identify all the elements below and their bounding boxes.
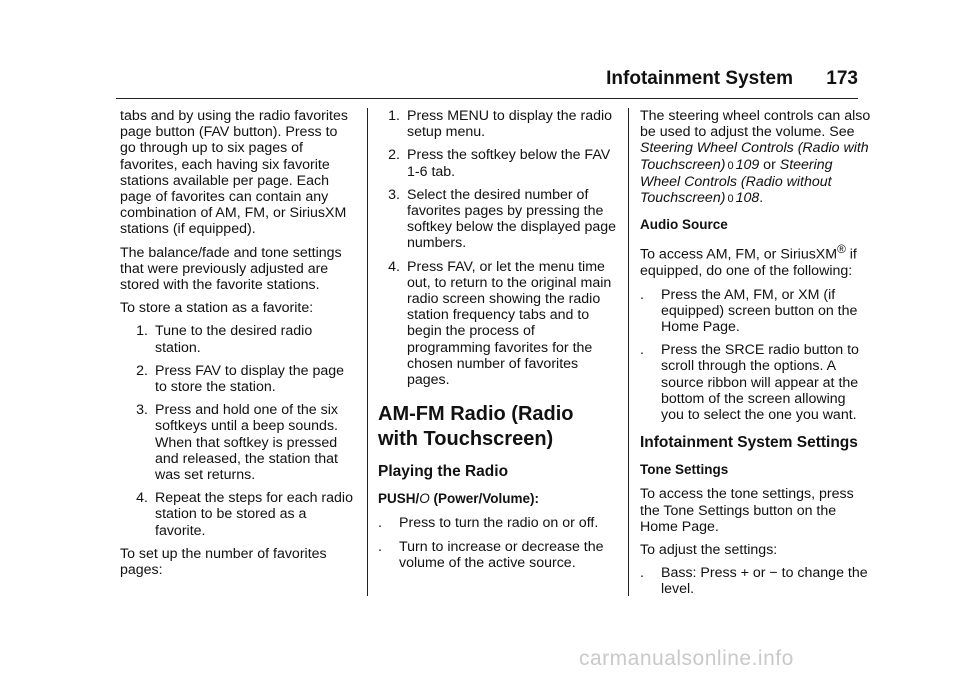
page-header [606, 68, 858, 90]
step-number: 3. [136, 402, 148, 419]
column-2 [378, 108, 616, 578]
watermark: carmanualsonline.info [579, 647, 794, 670]
numbered-step [378, 187, 616, 252]
bullet-text: Bass: Press + or − to change the level. [661, 565, 868, 598]
bullet-marker: . [640, 342, 644, 359]
section-heading: AM-FM Radio (Radio with Touchscreen) [378, 403, 574, 451]
registered-mark: ® [837, 242, 846, 257]
bullet-item [640, 342, 872, 423]
step-number: 1. [388, 108, 400, 124]
step-text: Press FAV to display the page to store the station. [155, 362, 345, 396]
numbered-step [378, 259, 616, 389]
step-number: 3. [388, 186, 400, 203]
cross-reference-link[interactable]: Steering Wheel Controls (Radio with Touchscreen) [640, 140, 869, 173]
column-divider [628, 108, 629, 596]
step-text: Select the desired number of favorites pages by pressing the softkey below the displayed page numbers. [407, 186, 617, 252]
page-ref-icon: 0 [727, 193, 734, 206]
text: . [759, 190, 764, 207]
text: To access AM, FM, or SiriusXM [640, 247, 838, 264]
step-number: 1. [136, 323, 148, 340]
step-text: Repeat the steps for each radio station to be stored as a favorite. [155, 490, 353, 539]
numbered-step [120, 490, 356, 539]
numbered-step [120, 402, 356, 483]
paragraph: To access the tone settings, press the Tone Settings button on the Home Page. [640, 486, 854, 535]
paragraph [640, 241, 872, 279]
paragraph: To store a station as a favorite: [120, 300, 314, 317]
numbered-step [120, 363, 356, 395]
bullet-item [378, 515, 616, 531]
column-divider [367, 108, 368, 596]
step-text: Tune to the desired radio station. [155, 323, 313, 356]
bullet-marker: . [640, 286, 644, 303]
bullet-item [640, 565, 872, 597]
subsection-heading: Playing the Radio [378, 463, 509, 481]
text: if equipped, do one of the following: [640, 247, 857, 280]
subsection-heading: Infotainment System Settings [640, 434, 858, 452]
step-text: Press and hold one of the six softkeys until a beep sounds. When that softkey is pressed and released, the station that was set returns. [155, 402, 338, 484]
bullet-marker: . [378, 538, 382, 555]
numbered-step [378, 147, 616, 179]
cross-reference-link[interactable]: Steering Wheel Controls (Radio without Touchscreen) [640, 156, 833, 207]
text: or [759, 156, 780, 173]
bullet-text: Press the AM, FM, or XM (if equipped) screen button on the Home Page. [661, 286, 858, 335]
page-ref[interactable]: 109 [735, 156, 760, 173]
numbered-step [120, 323, 356, 355]
step-number: 2. [136, 362, 148, 379]
bullet-text: Press to turn the radio on or off. [399, 515, 599, 532]
text: The steering wheel controls can also be used to adjust the volume. See [640, 108, 871, 141]
header-rule [116, 98, 858, 99]
paragraph: The balance/fade and tone settings that were previously adjusted are stored with the favorite stations. [120, 244, 342, 294]
subheading: Audio Source [640, 217, 728, 233]
paragraph [640, 108, 872, 207]
page-ref-icon: 0 [727, 159, 734, 172]
step-number: 4. [388, 258, 400, 275]
step-text: Press FAV, or let the menu time out, to return to the original main radio screen showing the radio station frequency tabs and to begin the process of programming favorites for the chosen number of favorites pages. [407, 258, 612, 389]
bullet-text: Press the SRCE radio button to scroll through the options. A source ribbon will appear at the bottom of the screen allowing you to select the one you want. [661, 342, 859, 423]
paragraph: tabs and by using the radio favorites page button (FAV button). Press to go through up to six pages of favorites, each having six favorite stations available per page. Each page of favorites can contain any combination of AM, FM, or SiriusXM stations (if equipped). [120, 108, 348, 238]
control-label: PUSH/ [378, 491, 420, 507]
bullet-text: Turn to increase or decrease the volume of the active source. [399, 538, 604, 571]
step-text: Press the softkey below the FAV 1-6 tab. [407, 147, 611, 180]
bullet-marker: . [640, 565, 644, 582]
bullet-item [378, 539, 616, 571]
step-number: 2. [388, 147, 400, 164]
numbered-step [378, 108, 616, 140]
power-icon: O [419, 491, 430, 507]
section-title: Infotainment System [606, 68, 794, 89]
control-label-suffix: (Power/Volume): [429, 491, 540, 507]
page-ref[interactable]: 108 [735, 190, 760, 207]
control-heading [378, 491, 616, 507]
subheading: Tone Settings [640, 462, 729, 478]
bullet-marker: . [378, 515, 382, 532]
column-1 [120, 108, 356, 585]
bullet-item [640, 287, 872, 336]
paragraph: To set up the number of favorites pages: [120, 545, 327, 579]
step-number: 4. [136, 490, 148, 507]
column-3 [640, 108, 872, 605]
page-number: 173 [826, 68, 858, 89]
step-text: Press MENU to display the radio setup menu. [407, 108, 613, 141]
paragraph: To adjust the settings: [640, 542, 778, 558]
